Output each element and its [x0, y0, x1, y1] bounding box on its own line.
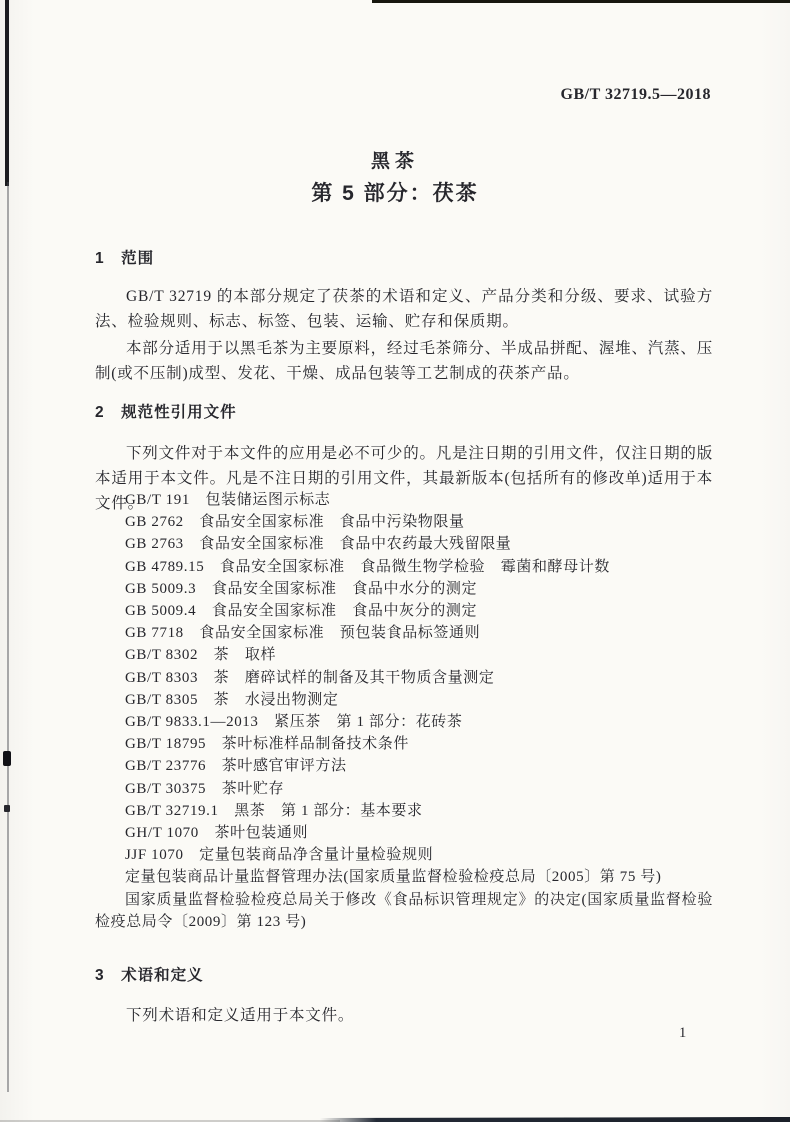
reference-item: GB/T 8302 茶 取样: [125, 647, 277, 664]
reference-item: GB/T 30375 茶叶贮存: [125, 780, 285, 797]
reference-item: GB/T 18795 茶叶标准样品制备技术条件: [125, 736, 409, 753]
section-heading-scope: 1 范围: [95, 250, 155, 267]
scan-artifact-left-blob: [3, 751, 11, 766]
document-title: 黑茶: [370, 151, 419, 172]
scan-artifact-bottom-edge: [320, 1117, 790, 1122]
terms-intro: 下列术语和定义适用于本文件。: [126, 1007, 355, 1024]
standard-number: GB/T 32719.5—2018: [560, 86, 711, 103]
reference-item: GB 7718 食品安全国家标准 预包装食品标签通则: [125, 625, 481, 642]
reference-item: JJF 1070 定量包装商品净含量计量检验规则: [125, 847, 434, 864]
reference-item: GB/T 32719.1 黑茶 第 1 部分：基本要求: [125, 802, 423, 819]
scan-artifact-left-edge-line: [7, 182, 9, 1092]
scope-paragraph: 本部分适用于以黑毛茶为主要原料，经过毛茶筛分、半成品拼配、渥堆、汽蒸、压制(或不压制)成型、发花、干燥、成品包装等工艺制成的茯茶产品。: [95, 340, 713, 382]
document-subtitle: 第 5 部分：茯茶: [311, 182, 479, 205]
reference-item: GB 5009.4 食品安全国家标准 食品中灰分的测定: [125, 603, 478, 620]
section-heading-terms: 3 术语和定义: [95, 967, 204, 984]
reference-item: GB/T 8303 茶 磨碎试样的制备及其干物质含量测定: [125, 669, 495, 686]
normative-references-list: [95, 489, 713, 933]
section-heading-normative-references: 2 规范性引用文件: [95, 404, 237, 421]
page-number: 1: [679, 1025, 687, 1041]
reference-item: GB/T 9833.1—2013 紧压茶 第 1 部分：花砖茶: [125, 714, 463, 731]
reference-item: 定量包装商品计量监督管理办法(国家质量监督检验检疫总局〔2005〕第 75 号): [125, 869, 662, 886]
reference-item: GB/T 191 包装储运图示标志: [125, 492, 331, 508]
normative-references-intro: 下列文件对于本文件的应用是必不可少的。凡是注日期的引用文件，仅注日期的版本适用于本文件。凡是不注日期的引用文件，其最新版本(包括所有的修改单)适用于本文件。: [95, 445, 713, 512]
reference-item: 国家质量监督检验检疫总局关于修改《食品标识管理规定》的决定(国家质量监督检验检疫总局令〔2009〕第 123 号): [95, 891, 713, 930]
reference-item: GB 2762 食品安全国家标准 食品中污染物限量: [125, 514, 465, 531]
reference-item: GB 4789.15 食品安全国家标准 食品微生物学检验 霉菌和酵母计数: [125, 558, 610, 575]
reference-item: GH/T 1070 茶叶包装通则: [125, 825, 309, 842]
scan-artifact-left-blob: [4, 805, 10, 812]
scope-paragraph: GB/T 32719 的本部分规定了茯茶的术语和定义、产品分类和分级、要求、试验方法、检验规则、标志、标签、包装、运输、贮存和保质期。: [95, 288, 713, 330]
reference-item: GB 2763 食品安全国家标准 食品中农药最大残留限量: [125, 536, 512, 553]
reference-item: GB/T 8305 茶 水浸出物测定: [125, 691, 339, 708]
reference-item: GB 5009.3 食品安全国家标准 食品中水分的测定: [125, 580, 478, 597]
reference-item: GB/T 23776 茶叶感官审评方法: [125, 758, 347, 775]
scan-artifact-top-edge: [372, 0, 790, 3]
